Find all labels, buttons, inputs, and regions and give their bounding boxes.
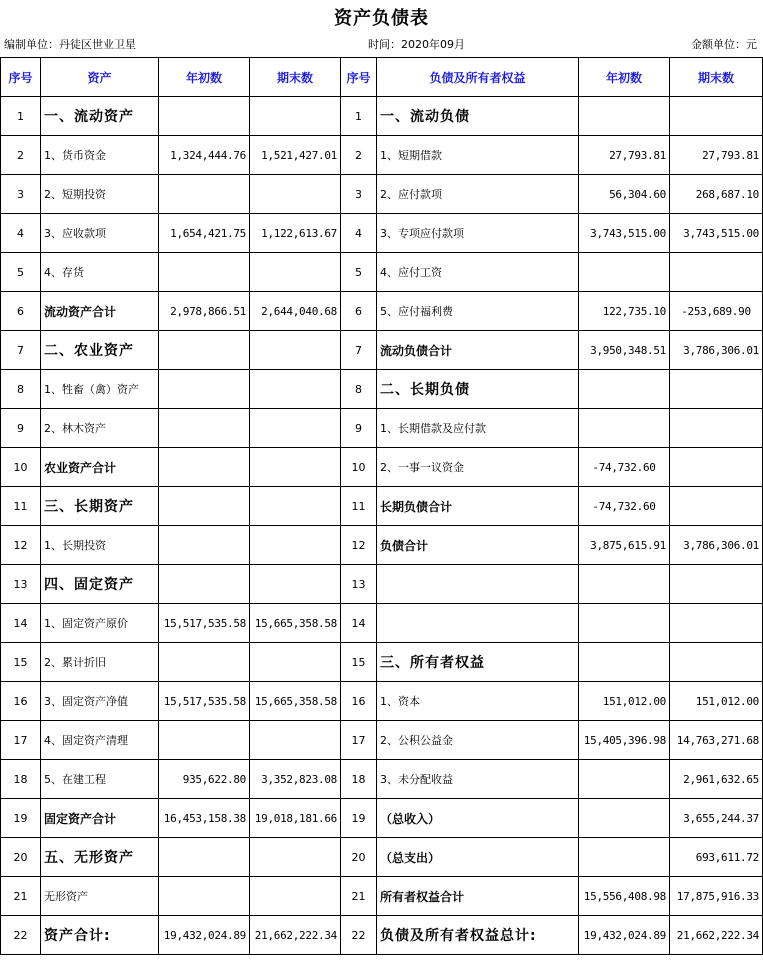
liability-item-label: 1、长期借款及应付款 — [377, 409, 579, 448]
asset-item-label: 资产合计: — [41, 916, 159, 955]
asset-end-value — [250, 175, 341, 214]
row-seq-left: 22 — [1, 916, 41, 955]
liability-begin-value — [579, 643, 670, 682]
liability-end-value — [670, 370, 763, 409]
row-seq-left: 8 — [1, 370, 41, 409]
row-seq-right: 10 — [341, 448, 377, 487]
header-begin-left: 年初数 — [159, 58, 250, 97]
row-seq-left: 1 — [1, 97, 41, 136]
liability-begin-value — [579, 97, 670, 136]
liability-end-value — [670, 604, 763, 643]
liability-end-value: 21,662,222.34 — [670, 916, 763, 955]
liability-item-label: 二、长期负债 — [377, 370, 579, 409]
liability-begin-value: 15,556,408.98 — [579, 877, 670, 916]
liability-end-value: 151,012.00 — [670, 682, 763, 721]
table-row — [1, 253, 763, 292]
header-begin-right: 年初数 — [579, 58, 670, 97]
liability-end-value: 14,763,271.68 — [670, 721, 763, 760]
liability-begin-value — [579, 838, 670, 877]
table-row — [1, 721, 763, 760]
liability-item-label: 3、未分配收益 — [377, 760, 579, 799]
asset-begin-value — [159, 448, 250, 487]
asset-end-value — [250, 565, 341, 604]
table-row — [1, 604, 763, 643]
liability-begin-value: 19,432,024.89 — [579, 916, 670, 955]
liability-begin-value: 3,875,615.91 — [579, 526, 670, 565]
asset-begin-value — [159, 253, 250, 292]
asset-begin-value — [159, 838, 250, 877]
liability-item-label: 1、资本 — [377, 682, 579, 721]
asset-begin-value: 2,978,866.51 — [159, 292, 250, 331]
row-seq-left: 9 — [1, 409, 41, 448]
table-row — [1, 526, 763, 565]
currency-unit: 金额单位：元 — [691, 38, 757, 51]
header-seq-left: 序号 — [1, 58, 41, 97]
table-row — [1, 370, 763, 409]
asset-item-label: 3、固定资产净值 — [41, 682, 159, 721]
asset-item-label: 4、固定资产清理 — [41, 721, 159, 760]
row-seq-right: 21 — [341, 877, 377, 916]
liability-begin-value: -74,732.60 — [579, 487, 670, 526]
row-seq-left: 6 — [1, 292, 41, 331]
row-seq-right: 20 — [341, 838, 377, 877]
header-end-right: 期末数 — [670, 58, 763, 97]
table-row — [1, 214, 763, 253]
liability-begin-value: 151,012.00 — [579, 682, 670, 721]
table-row — [1, 292, 763, 331]
asset-begin-value — [159, 409, 250, 448]
row-seq-right: 4 — [341, 214, 377, 253]
row-seq-right: 5 — [341, 253, 377, 292]
asset-end-value: 15,665,358.58 — [250, 682, 341, 721]
liability-item-label — [377, 604, 579, 643]
liability-begin-value — [579, 799, 670, 838]
liability-item-label: 所有者权益合计 — [377, 877, 579, 916]
liability-end-value: 27,793.81 — [670, 136, 763, 175]
liability-end-value: 2,961,632.65 — [670, 760, 763, 799]
row-seq-right: 14 — [341, 604, 377, 643]
asset-begin-value: 935,622.80 — [159, 760, 250, 799]
liability-end-value: 3,655,244.37 — [670, 799, 763, 838]
asset-end-value — [250, 721, 341, 760]
asset-begin-value — [159, 877, 250, 916]
asset-begin-value — [159, 175, 250, 214]
report-title: 资产负债表 — [334, 8, 429, 29]
report-period: 时间：2020年09月 — [368, 38, 465, 51]
row-seq-right: 9 — [341, 409, 377, 448]
asset-end-value: 1,521,427.01 — [250, 136, 341, 175]
liability-begin-value: 3,743,515.00 — [579, 214, 670, 253]
table-row — [1, 682, 763, 721]
liability-end-value: 693,611.72 — [670, 838, 763, 877]
asset-begin-value: 16,453,158.38 — [159, 799, 250, 838]
asset-begin-value: 1,324,444.76 — [159, 136, 250, 175]
row-seq-right: 12 — [341, 526, 377, 565]
row-seq-left: 15 — [1, 643, 41, 682]
asset-item-label: 5、在建工程 — [41, 760, 159, 799]
asset-item-label: 3、应收款项 — [41, 214, 159, 253]
liability-item-label: 2、公积公益金 — [377, 721, 579, 760]
liability-end-value: -253,689.90 — [670, 292, 763, 331]
asset-end-value — [250, 370, 341, 409]
row-seq-left: 7 — [1, 331, 41, 370]
asset-item-label: 1、牲畜（禽）资产 — [41, 370, 159, 409]
asset-begin-value: 19,432,024.89 — [159, 916, 250, 955]
liability-begin-value — [579, 370, 670, 409]
liability-end-value — [670, 565, 763, 604]
row-seq-left: 20 — [1, 838, 41, 877]
liability-begin-value: 15,405,396.98 — [579, 721, 670, 760]
liability-item-label: 5、应付福利费 — [377, 292, 579, 331]
liability-item-label: 2、一事一议资金 — [377, 448, 579, 487]
row-seq-right: 13 — [341, 565, 377, 604]
liability-item-label: 2、应付款项 — [377, 175, 579, 214]
asset-end-value — [250, 487, 341, 526]
liability-item-label: 长期负债合计 — [377, 487, 579, 526]
asset-begin-value: 15,517,535.58 — [159, 682, 250, 721]
asset-item-label: 无形资产 — [41, 877, 159, 916]
asset-end-value: 21,662,222.34 — [250, 916, 341, 955]
row-seq-right: 8 — [341, 370, 377, 409]
table-row — [1, 175, 763, 214]
asset-begin-value — [159, 331, 250, 370]
table-row — [1, 487, 763, 526]
asset-item-label: 三、长期资产 — [41, 487, 159, 526]
asset-begin-value — [159, 526, 250, 565]
liability-item-label: 4、应付工资 — [377, 253, 579, 292]
asset-item-label: 2、林木资产 — [41, 409, 159, 448]
row-seq-right: 17 — [341, 721, 377, 760]
row-seq-right: 16 — [341, 682, 377, 721]
asset-begin-value — [159, 97, 250, 136]
liability-item-label — [377, 565, 579, 604]
liability-begin-value — [579, 604, 670, 643]
table-row — [1, 97, 763, 136]
asset-item-label: 五、无形资产 — [41, 838, 159, 877]
asset-item-label: 一、流动资产 — [41, 97, 159, 136]
liability-item-label: 3、专项应付款项 — [377, 214, 579, 253]
asset-begin-value: 15,517,535.58 — [159, 604, 250, 643]
liability-end-value: 268,687.10 — [670, 175, 763, 214]
liability-end-value: 3,743,515.00 — [670, 214, 763, 253]
row-seq-right: 7 — [341, 331, 377, 370]
asset-end-value — [250, 877, 341, 916]
liability-begin-value — [579, 565, 670, 604]
row-seq-right: 2 — [341, 136, 377, 175]
row-seq-right: 22 — [341, 916, 377, 955]
row-seq-left: 4 — [1, 214, 41, 253]
row-seq-left: 2 — [1, 136, 41, 175]
asset-item-label: 1、固定资产原价 — [41, 604, 159, 643]
compiling-unit: 编制单位：丹徒区世业卫星 — [4, 38, 136, 51]
liability-begin-value — [579, 253, 670, 292]
row-seq-left: 11 — [1, 487, 41, 526]
liability-item-label: 一、流动负债 — [377, 97, 579, 136]
row-seq-left: 17 — [1, 721, 41, 760]
row-seq-left: 19 — [1, 799, 41, 838]
liability-item-label: 负债及所有者权益总计: — [377, 916, 579, 955]
liability-begin-value: 56,304.60 — [579, 175, 670, 214]
asset-end-value: 2,644,040.68 — [250, 292, 341, 331]
asset-item-label: 二、农业资产 — [41, 331, 159, 370]
row-seq-left: 13 — [1, 565, 41, 604]
row-seq-left: 21 — [1, 877, 41, 916]
table-row — [1, 877, 763, 916]
asset-end-value — [250, 643, 341, 682]
asset-end-value — [250, 253, 341, 292]
asset-item-label: 1、货币资金 — [41, 136, 159, 175]
liability-end-value — [670, 97, 763, 136]
asset-begin-value: 1,654,421.75 — [159, 214, 250, 253]
row-seq-left: 3 — [1, 175, 41, 214]
asset-begin-value — [159, 721, 250, 760]
liability-begin-value: 122,735.10 — [579, 292, 670, 331]
table-row — [1, 331, 763, 370]
liability-item-label: 负债合计 — [377, 526, 579, 565]
asset-end-value — [250, 838, 341, 877]
row-seq-left: 14 — [1, 604, 41, 643]
row-seq-left: 10 — [1, 448, 41, 487]
liability-item-label: 流动负债合计 — [377, 331, 579, 370]
liability-begin-value: -74,732.60 — [579, 448, 670, 487]
row-seq-right: 6 — [341, 292, 377, 331]
header-assets: 资产 — [41, 58, 159, 97]
asset-item-label: 四、固定资产 — [41, 565, 159, 604]
row-seq-right: 1 — [341, 97, 377, 136]
liability-end-value — [670, 253, 763, 292]
table-row — [1, 136, 763, 175]
asset-item-label: 2、短期投资 — [41, 175, 159, 214]
asset-end-value — [250, 331, 341, 370]
row-seq-right: 11 — [341, 487, 377, 526]
header-seq-right: 序号 — [341, 58, 377, 97]
asset-begin-value — [159, 643, 250, 682]
table-row — [1, 799, 763, 838]
row-seq-right: 19 — [341, 799, 377, 838]
asset-begin-value — [159, 565, 250, 604]
asset-end-value — [250, 409, 341, 448]
asset-begin-value — [159, 370, 250, 409]
liability-item-label: 三、所有者权益 — [377, 643, 579, 682]
liability-end-value: 3,786,306.01 — [670, 331, 763, 370]
table-row — [1, 760, 763, 799]
liability-begin-value: 27,793.81 — [579, 136, 670, 175]
table-row — [1, 643, 763, 682]
header-end-left: 期末数 — [250, 58, 341, 97]
row-seq-left: 5 — [1, 253, 41, 292]
liability-end-value: 3,786,306.01 — [670, 526, 763, 565]
asset-item-label: 流动资产合计 — [41, 292, 159, 331]
asset-item-label: 2、累计折旧 — [41, 643, 159, 682]
row-seq-right: 3 — [341, 175, 377, 214]
liability-end-value — [670, 409, 763, 448]
liability-item-label: （总支出） — [377, 838, 579, 877]
row-seq-left: 12 — [1, 526, 41, 565]
row-seq-left: 16 — [1, 682, 41, 721]
asset-item-label: 1、长期投资 — [41, 526, 159, 565]
asset-item-label: 固定资产合计 — [41, 799, 159, 838]
asset-end-value — [250, 448, 341, 487]
row-seq-left: 18 — [1, 760, 41, 799]
table-row — [1, 916, 763, 955]
table-row — [1, 409, 763, 448]
asset-end-value: 19,018,181.66 — [250, 799, 341, 838]
asset-end-value — [250, 97, 341, 136]
asset-end-value: 15,665,358.58 — [250, 604, 341, 643]
liability-end-value: 17,875,916.33 — [670, 877, 763, 916]
header-row — [1, 58, 763, 97]
header-liabilities-equity: 负债及所有者权益 — [377, 58, 579, 97]
row-seq-right: 15 — [341, 643, 377, 682]
liability-end-value — [670, 448, 763, 487]
liability-begin-value — [579, 760, 670, 799]
row-seq-right: 18 — [341, 760, 377, 799]
asset-item-label: 4、存货 — [41, 253, 159, 292]
table-row — [1, 838, 763, 877]
liability-begin-value — [579, 409, 670, 448]
liability-end-value — [670, 487, 763, 526]
liability-item-label: （总收入） — [377, 799, 579, 838]
balance-sheet-table — [0, 57, 763, 955]
liability-end-value — [670, 643, 763, 682]
asset-end-value: 3,352,823.08 — [250, 760, 341, 799]
asset-begin-value — [159, 487, 250, 526]
table-row — [1, 448, 763, 487]
asset-item-label: 农业资产合计 — [41, 448, 159, 487]
asset-end-value: 1,122,613.67 — [250, 214, 341, 253]
liability-begin-value: 3,950,348.51 — [579, 331, 670, 370]
asset-end-value — [250, 526, 341, 565]
liability-item-label: 1、短期借款 — [377, 136, 579, 175]
table-row — [1, 565, 763, 604]
